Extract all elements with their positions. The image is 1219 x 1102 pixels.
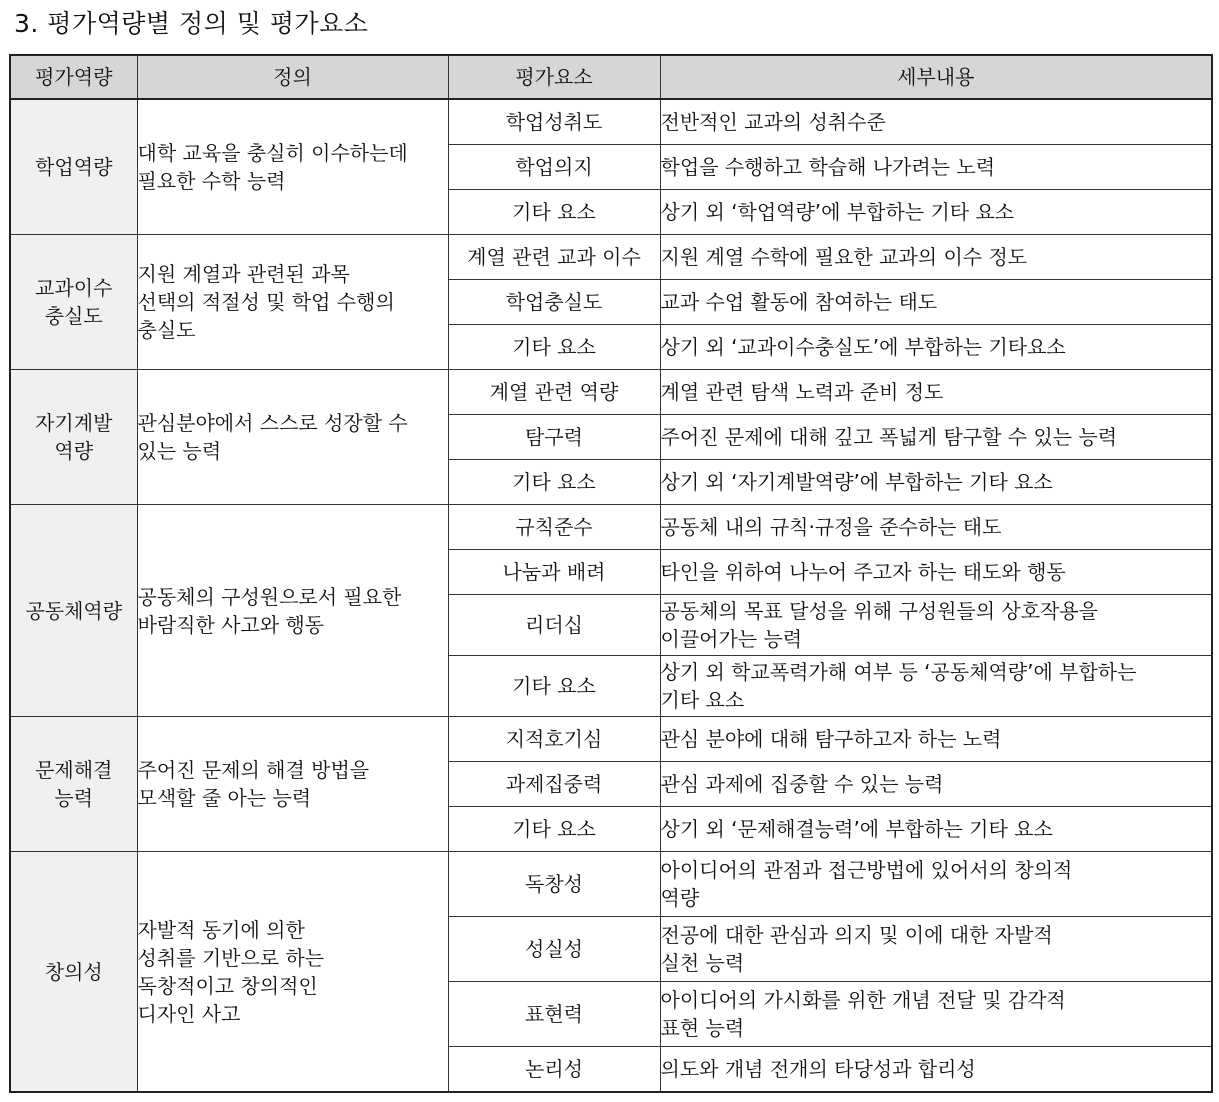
header-competency: 평가역량: [10, 55, 137, 99]
definition-line: 대학 교육을 충실히 이수하는데: [137, 141, 408, 165]
element-cell: 계열 관련 교과 이수: [448, 235, 660, 280]
header-definition: 정의: [137, 55, 448, 99]
definition-cell: [137, 505, 448, 717]
detail-cell: [660, 190, 1212, 235]
detail-line: 전반적인 교과의 성취수준: [660, 110, 886, 134]
definition-cell: [137, 99, 448, 235]
detail-line: 관심 분야에 대해 탐구하고자 하는 노력: [660, 727, 1002, 751]
table-row: [10, 235, 1212, 280]
competency-line: 문제해결: [35, 758, 113, 782]
element-cell: 탐구력: [448, 415, 660, 460]
detail-cell: [660, 982, 1212, 1047]
competency-line: 창의성: [44, 959, 103, 984]
element-cell: 논리성: [448, 1047, 660, 1093]
definition-cell: [137, 717, 448, 852]
detail-cell: [660, 595, 1212, 656]
element-cell: 기타 요소: [448, 190, 660, 235]
header-detail: 세부내용: [660, 55, 1212, 99]
element-cell: 리더십: [448, 595, 660, 656]
detail-line: 상기 외 학교폭력가해 여부 등 ‘공동체역량’에 부합하는: [660, 660, 1137, 684]
table-row: [10, 370, 1212, 415]
detail-cell: [660, 145, 1212, 190]
element-cell: 기타 요소: [448, 656, 660, 717]
detail-cell: [660, 917, 1212, 982]
element-cell: 과제집중력: [448, 762, 660, 807]
detail-line: 상기 외 ‘자기계발역량’에 부합하는 기타 요소: [660, 470, 1053, 494]
table-row: [10, 852, 1212, 917]
detail-line: 이끌어가는 능력: [660, 627, 803, 651]
competency-cell: [10, 235, 137, 370]
definition-line: 독창적이고 창의적인: [137, 973, 318, 998]
table-row: [10, 99, 1212, 145]
element-cell: 독창성: [448, 852, 660, 917]
definition-line: 관심분야에서 스스로 성장할 수: [137, 411, 408, 435]
table-body: [10, 99, 1212, 1092]
detail-cell: [660, 717, 1212, 762]
detail-line: 상기 외 ‘문제해결능력’에 부합하는 기타 요소: [660, 817, 1053, 841]
definition-line: 주어진 문제의 해결 방법을: [137, 758, 370, 782]
detail-line: 표현 능력: [660, 1016, 745, 1040]
definition-line: 선택의 적절성 및 학업 수행의: [137, 290, 395, 314]
detail-line: 교과 수업 활동에 참여하는 태도: [660, 290, 938, 314]
competency-line: 자기계발: [35, 411, 113, 435]
definition-line: 성취를 기반으로 하는: [137, 945, 325, 970]
definition-line: 모색할 줄 아는 능력: [137, 786, 312, 810]
section-title: 3. 평가역량별 정의 및 평가요소: [14, 9, 369, 38]
table-row: [10, 717, 1212, 762]
definition-line: 필요한 수학 능력: [137, 169, 286, 193]
detail-cell: [660, 550, 1212, 595]
element-cell: 학업성취도: [448, 99, 660, 145]
detail-line: 상기 외 ‘교과이수충실도’에 부합하는 기타요소: [660, 335, 1066, 359]
detail-cell: [660, 762, 1212, 807]
element-cell: 학업충실도: [448, 280, 660, 325]
definition-line: 지원 계열과 관련된 과목: [137, 262, 350, 286]
element-cell: 나눔과 배려: [448, 550, 660, 595]
detail-line: 전공에 대한 관심과 의지 및 이에 대한 자발적: [660, 923, 1053, 947]
element-cell: 계열 관련 역량: [448, 370, 660, 415]
detail-line: 공동체의 목표 달성을 위해 구성원들의 상호작용을: [660, 599, 1099, 623]
detail-cell: [660, 460, 1212, 505]
header-row: [10, 55, 1212, 99]
detail-line: 타인을 위하여 나누어 주고자 하는 태도와 행동: [660, 560, 1066, 584]
definition-line: 있는 능력: [137, 439, 222, 463]
element-cell: 지적호기심: [448, 717, 660, 762]
definition-cell: [137, 235, 448, 370]
element-cell: 학업의지: [448, 145, 660, 190]
detail-line: 실천 능력: [660, 951, 745, 975]
detail-cell: [660, 656, 1212, 717]
definition-line: 바람직한 사고와 행동: [137, 612, 325, 637]
detail-line: 계열 관련 탐색 노력과 준비 정도: [660, 380, 944, 404]
competency-cell: [10, 717, 137, 852]
element-cell: 성실성: [448, 917, 660, 982]
detail-line: 관심 과제에 집중할 수 있는 능력: [660, 772, 944, 796]
detail-line: 아이디어의 관점과 접근방법에 있어서의 창의적: [660, 858, 1073, 882]
detail-line: 지원 계열 수학에 필요한 교과의 이수 정도: [660, 245, 1028, 269]
definition-cell: [137, 852, 448, 1093]
definition-line: 공동체의 구성원으로서 필요한: [137, 584, 402, 609]
element-cell: 규칙준수: [448, 505, 660, 550]
competency-line: 능력: [54, 786, 94, 810]
detail-line: 기타 요소: [660, 688, 745, 712]
competency-cell: [10, 852, 137, 1093]
competency-line: 충실도: [44, 304, 103, 328]
competency-table: [9, 54, 1213, 1093]
definition-cell: [137, 370, 448, 505]
detail-cell: [660, 1047, 1212, 1093]
detail-line: 주어진 문제에 대해 깊고 폭넓게 탐구할 수 있는 능력: [660, 425, 1118, 449]
competency-cell: [10, 370, 137, 505]
definition-line: 디자인 사고: [137, 1001, 241, 1026]
element-cell: 기타 요소: [448, 325, 660, 370]
table-row: [10, 505, 1212, 550]
header-element: 평가요소: [448, 55, 660, 99]
detail-cell: [660, 325, 1212, 370]
detail-cell: [660, 807, 1212, 852]
detail-cell: [660, 370, 1212, 415]
definition-line: 자발적 동기에 의한: [137, 917, 305, 942]
detail-cell: [660, 505, 1212, 550]
competency-line: 학업역량: [35, 155, 113, 179]
detail-cell: [660, 852, 1212, 917]
element-cell: 표현력: [448, 982, 660, 1047]
element-cell: 기타 요소: [448, 807, 660, 852]
competency-cell: [10, 99, 137, 235]
competency-line: 공동체역량: [25, 598, 123, 623]
competency-line: 역량: [54, 439, 94, 463]
definition-line: 충실도: [137, 318, 196, 342]
detail-line: 공동체 내의 규칙·규정을 준수하는 태도: [660, 515, 1002, 539]
detail-line: 학업을 수행하고 학습해 나가려는 노력: [660, 155, 996, 179]
detail-cell: [660, 280, 1212, 325]
detail-line: 아이디어의 가시화를 위한 개념 전달 및 감각적: [660, 988, 1066, 1012]
competency-line: 교과이수: [35, 276, 113, 300]
detail-cell: [660, 99, 1212, 145]
element-cell: 기타 요소: [448, 460, 660, 505]
detail-line: 역량: [660, 886, 700, 910]
detail-cell: [660, 415, 1212, 460]
detail-line: 의도와 개념 전개의 타당성과 합리성: [660, 1057, 976, 1081]
competency-cell: [10, 505, 137, 717]
detail-cell: [660, 235, 1212, 280]
detail-line: 상기 외 ‘학업역량’에 부합하는 기타 요소: [660, 200, 1015, 224]
